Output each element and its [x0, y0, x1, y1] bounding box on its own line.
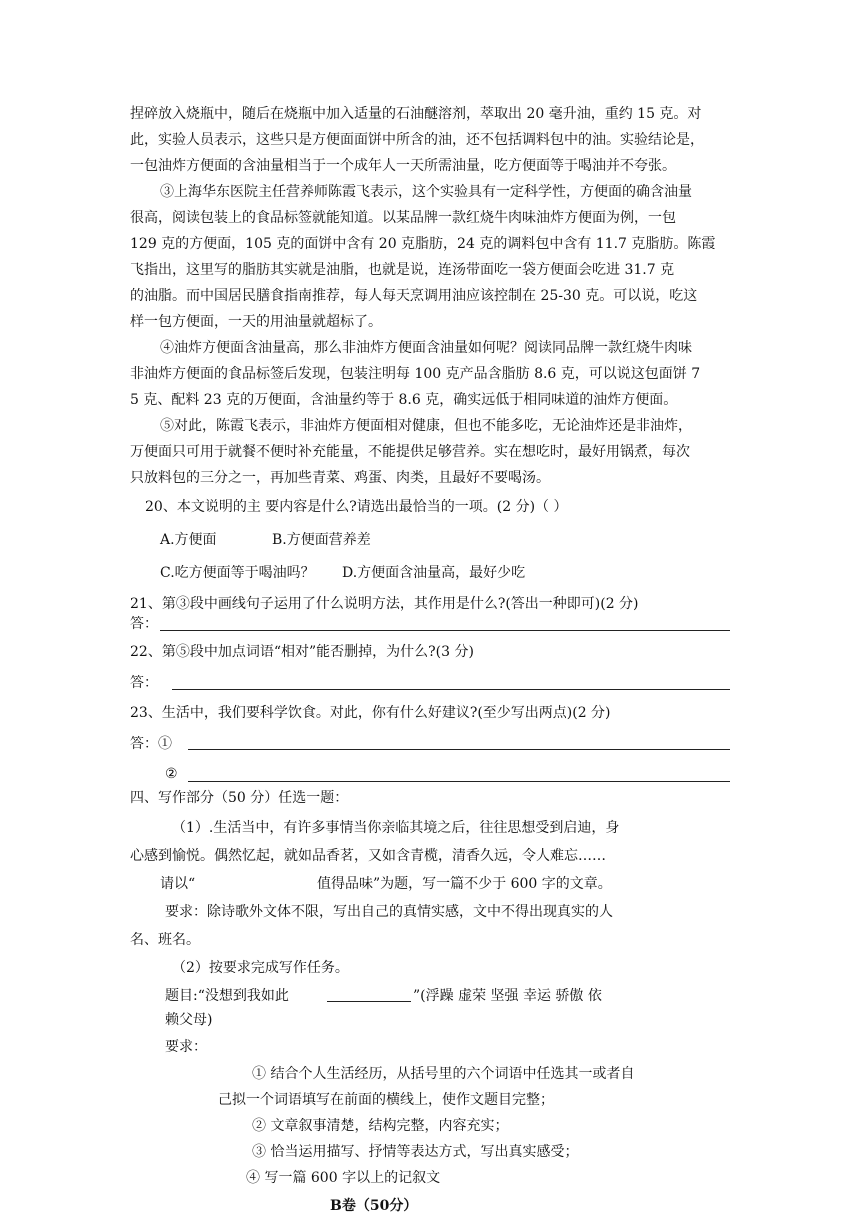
- passage-line: 很高，阅读包装上的食品标签就能知道。以某品牌一款红烧牛肉味油炸方便面为例，一包: [130, 210, 676, 226]
- option-d: D.方便面含油量高，最好少吃: [342, 565, 526, 581]
- question-23: 23、生活中，我们要科学饮食。对此，你有什么好建议?(至少写出两点)(2 分): [130, 705, 611, 721]
- option-a: A.方便面: [160, 532, 217, 548]
- writing-option-1: （1）.生活当中，有许多事情当你亲临其境之后，往往思想受到启迪，身: [172, 820, 620, 836]
- answer-line-1[interactable]: [188, 749, 730, 750]
- title-prompt-words: ”(浮躁 虚荣 坚强 幸运 骄傲 依: [413, 988, 602, 1004]
- requirement-item: ① 结合个人生活经历，从括号里的六个词语中任选其一或者自: [252, 1066, 635, 1082]
- title-prompt-end: 赖父母): [165, 1012, 213, 1028]
- writing-heading: 四、写作部分（50 分）任选一题：: [130, 790, 349, 806]
- requirement-1-cont: 名、班名。: [130, 932, 200, 948]
- passage-line: 样一包方便面，一天的用油量就超标了。: [130, 314, 382, 330]
- question-21: 21、第③段中画线句子运用了什么说明方法，其作用是什么?(答出一种即可)(2 分): [130, 596, 639, 612]
- paragraph-5-start: ⑤对此，陈霞飞表示，非油炸方便面相对健康，但也不能多吃，无论油炸还是非油炸，: [160, 418, 692, 434]
- question-20: 20、本文说明的主 要内容是什么?请选出最恰当的一项。(2 分)（ ）: [145, 499, 568, 515]
- title-prompt-start: 题目:“没想到我如此: [165, 988, 289, 1004]
- requirement-item: ④ 写一篇 600 字以上的记叙文: [246, 1170, 441, 1186]
- passage-line: 5 克、配料 23 克的万便面，含油量约等于 8.6 克，确实远低于相同味道的油炸方便面。: [130, 392, 678, 408]
- title-blank[interactable]: [327, 1001, 411, 1002]
- passage-line: 只放料包的三分之一，再加些青菜、鸡蛋、肉类，且最好不要喝汤。: [130, 470, 550, 486]
- writing-option-2: （2）按要求完成写作任务。: [172, 960, 349, 976]
- answer-line[interactable]: [160, 630, 730, 631]
- writing-option-1-cont: 心感到愉悦。偶然忆起，就如品香茗，又如含青榄，清香久远，令人难忘……: [130, 848, 606, 864]
- answer-line[interactable]: [172, 689, 730, 690]
- question-22: 22、第⑤段中加点词语“相对”能否删掉，为什么?(3 分): [130, 644, 474, 660]
- requirement-item-cont: 己拟一个词语填写在前面的横线上，使作文题目完整；: [218, 1092, 554, 1108]
- passage-line: 万便面只可用于就餐不便时补充能量，不能提供足够营养。实在想吃时，最好用锅煮，每次: [130, 444, 690, 460]
- answer-line-2[interactable]: [188, 781, 730, 782]
- answer-label: 答：: [130, 616, 158, 632]
- answer-label-1: 答：①: [130, 736, 172, 752]
- passage-line: 捏碎放入烧瓶中，随后在烧瓶中加入适量的石油醚溶剂，萃取出 20 毫升油，重约 15 克。对: [130, 106, 702, 122]
- requirement-item: ③ 恰当运用描写、抒情等表达方式，写出真实感受；: [252, 1144, 579, 1160]
- answer-label-2: ②: [165, 766, 178, 782]
- answer-label: 答：: [130, 675, 158, 691]
- requirement-item: ② 文章叙事清楚，结构完整，内容充实；: [252, 1118, 509, 1134]
- option-c: C.吃方便面等于喝油吗？: [160, 565, 315, 581]
- passage-line: 一包油炸方便面的含油量相当于一个成年人一天所需油量，吃方便面等于喝油并不夸张。: [130, 158, 676, 174]
- section-b-heading: B卷（50分）: [330, 1198, 418, 1214]
- passage-line: 129 克的方便面，105 克的面饼中含有 20 克脂肪，24 克的调料包中含有 11.7 克脂肪。陈霞: [130, 236, 716, 252]
- paragraph-3-start: ③上海华东医院主任营养师陈霞飞表示，这个实验具有一定科学性，方便面的确含油量: [160, 184, 692, 200]
- passage-line: 此，实验人员表示，这些只是方便面面饼中所含的油，还不包括调料包中的油。实验结论是，: [130, 132, 704, 148]
- prompt-prefix: 请以“: [160, 876, 196, 892]
- prompt-suffix: 值得品味”为题，写一篇不少于 600 字的文章。: [317, 876, 612, 892]
- passage-line: 非油炸方便面的食品标签后发现，包装注明每 100 克产品含脂肪 8.6 克，可以说这包面饼 7: [130, 366, 701, 382]
- option-b: B.方便面营养差: [272, 532, 371, 548]
- passage-line: 的油脂。而中国居民膳食指南推荐，每人每天烹调用油应该控制在 25-30 克。可以说，吃这: [130, 288, 698, 304]
- passage-line: 飞指出，这里写的脂肪其实就是油脂，也就是说，连汤带面吃一袋方便面会吃进 31.7 克: [130, 262, 675, 278]
- requirement-2-label: 要求：: [165, 1039, 207, 1055]
- paragraph-4-start: ④油炸方便面含油量高，那么非油炸方便面含油量如何呢？阅读同品牌一款红烧牛肉味: [160, 340, 692, 356]
- requirement-1: 要求：除诗歌外文体不限，写出自己的真情实感，文中不得出现真实的人: [165, 904, 613, 920]
